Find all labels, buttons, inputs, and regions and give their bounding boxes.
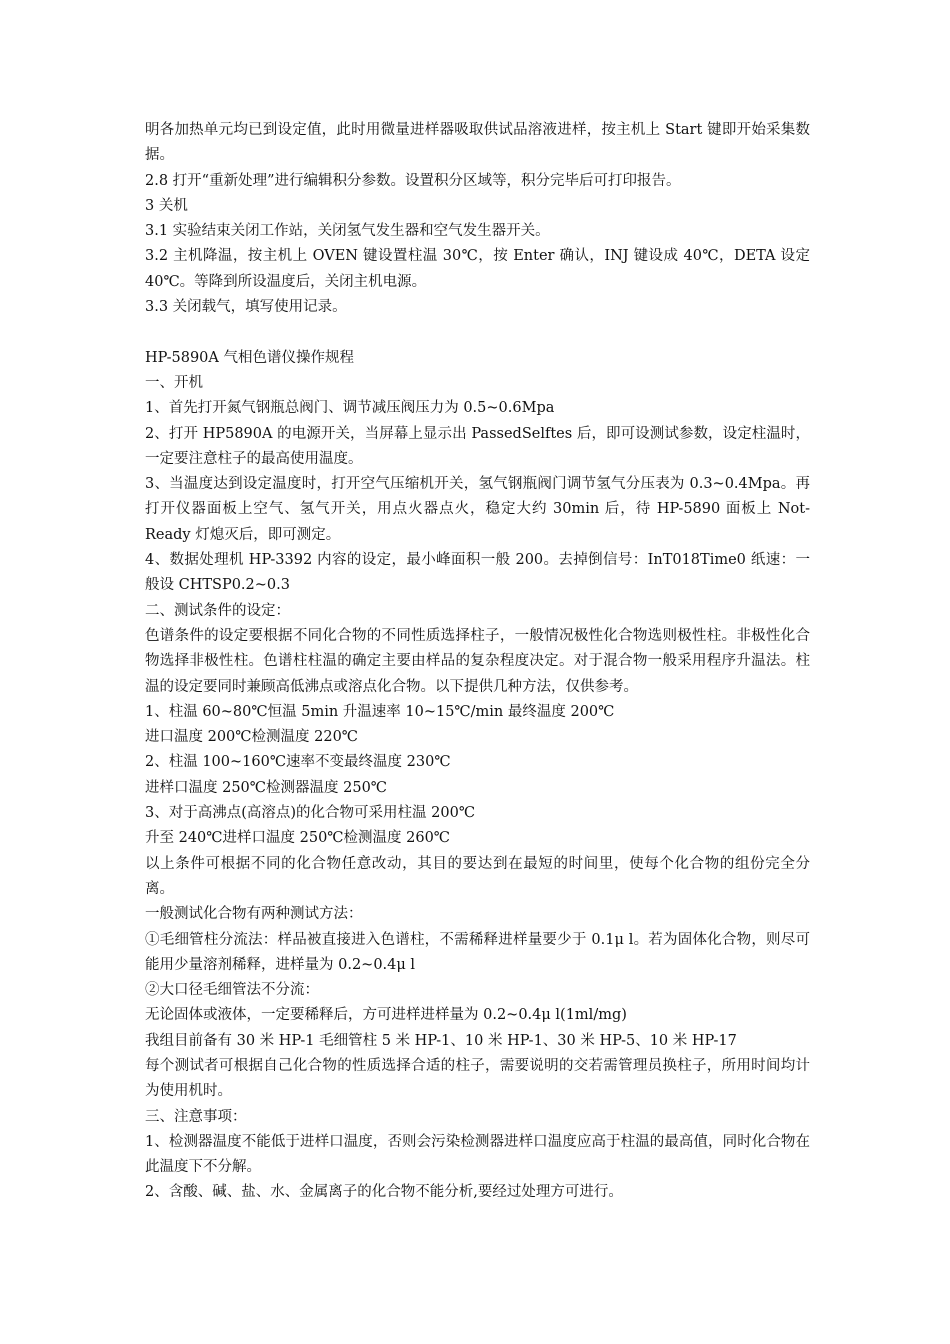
- paragraph: 1、首先打开氮气钢瓶总阀门、调节减压阀压力为 0.5~0.6Mpa: [145, 400, 555, 417]
- paragraph: 3.2 主机降温，按主机上 OVEN 键设置柱温 30℃，按 Enter 确认，INJ 键设成 40℃，DETA 设定 40℃。等降到所设温度后，关闭主机电源。: [145, 248, 810, 290]
- paragraph: 2.8 打开“重新处理”进行编辑积分参数。设置积分区域等，积分完毕后可打印报告。: [145, 172, 681, 189]
- paragraph: 2、打开 HP5890A 的电源开关，当屏幕上显示出 PassedSelftes 后，即可设测试参数，设定柱温时，一定要注意柱子的最高使用温度。: [145, 425, 810, 467]
- paragraph: 无论固体或液体，一定要稀释后，方可进样进样量为 0.2~0.4μ l(1ml/mg): [145, 1007, 627, 1024]
- blank-line: [145, 320, 810, 345]
- section-heading: 二、测试条件的设定：: [145, 602, 290, 619]
- section-heading: 一、开机: [145, 374, 203, 391]
- paragraph: ①毛细管柱分流法：样品被直接进入色谱柱，不需稀释进样量要少于 0.1μ l。若为固体化合物，则尽可能用少量溶剂稀释，进样量为 0.2~0.4μ l: [145, 931, 810, 973]
- paragraph: 4、数据处理机 HP-3392 内容的设定，最小峰面积一般 200。去掉倒信号：InT018Time0 纸速：一般设 CHTSP0.2~0.3: [145, 552, 810, 594]
- paragraph: 1、柱温 60~80℃恒温 5min 升温速率 10~15℃/min 最终温度 200℃: [145, 703, 615, 720]
- paragraph: 3、对于高沸点(高溶点)的化合物可采用柱温 200℃: [145, 805, 476, 822]
- paragraph: 3.3 关闭载气，填写使用记录。: [145, 299, 347, 316]
- paragraph: 我组目前备有 30 米 HP-1 毛细管柱 5 米 HP-1、10 米 HP-1、30 米 HP-5、10 米 HP-17: [145, 1032, 737, 1049]
- paragraph: 2、柱温 100~160℃速率不变最终温度 230℃: [145, 754, 451, 771]
- paragraph: 升至 240℃进样口温度 250℃检测温度 260℃: [145, 830, 451, 847]
- document-body: [145, 118, 810, 1206]
- paragraph: 1、检测器温度不能低于进样口温度，否则会污染检测器进样口温度应高于柱温的最高值，同时化合物在此温度下不分解。: [145, 1133, 810, 1176]
- paragraph: 一般测试化合物有两种测试方法：: [145, 906, 363, 923]
- paragraph: 以上条件可根据不同的化合物任意改动，其目的要达到在最短的时间里，使每个化合物的组份完全分离。: [145, 855, 810, 897]
- paragraph: 每个测试者可根据自己化合物的性质选择合适的柱子，需要说明的交若需管理员换柱子，所用时间均计为使用机时。: [145, 1057, 810, 1100]
- section-heading: 三、注意事项：: [145, 1108, 247, 1125]
- paragraph: 色谱条件的设定要根据不同化合物的不同性质选择柱子，一般情况极性化合物选则极性柱。非极性化合物选择非极性柱。色谱柱柱温的确定主要由样品的复杂程度决定。对于混合物一般采用程序升温法。柱温的设定要同时兼顾高低沸点或溶点化合物。以下提供几种方法，仅供参考。: [145, 627, 810, 695]
- paragraph: 3、当温度达到设定温度时，打开空气压缩机开关，氢气钢瓶阀门调节氢气分压表为 0.3~0.4Mpa。再打开仪器面板上空气、氢气开关，用点火器点火，稳定大约 30min 后，待 HP-5890 面板上 Not-Ready 灯熄灭后，即可测定。: [145, 476, 810, 543]
- paragraph: 进口温度 200℃检测温度 220℃: [145, 729, 359, 746]
- paragraph: ②大口径毛细管法不分流：: [145, 982, 319, 999]
- paragraph: 进样口温度 250℃检测器温度 250℃: [145, 779, 388, 796]
- paragraph: 明各加热单元均已到设定值，此时用微量进样器吸取供试品溶液进样，按主机上 Start 键即开始采集数据。: [145, 122, 810, 164]
- section-heading: 3 关机: [145, 197, 188, 214]
- paragraph: 3.1 实验结束关闭工作站，关闭氢气发生器和空气发生器开关。: [145, 223, 550, 240]
- paragraph: 2、含酸、碱、盐、水、金属离子的化合物不能分析,要经过处理方可进行。: [145, 1184, 623, 1201]
- document-title: HP-5890A 气相色谱仪操作规程: [145, 349, 354, 366]
